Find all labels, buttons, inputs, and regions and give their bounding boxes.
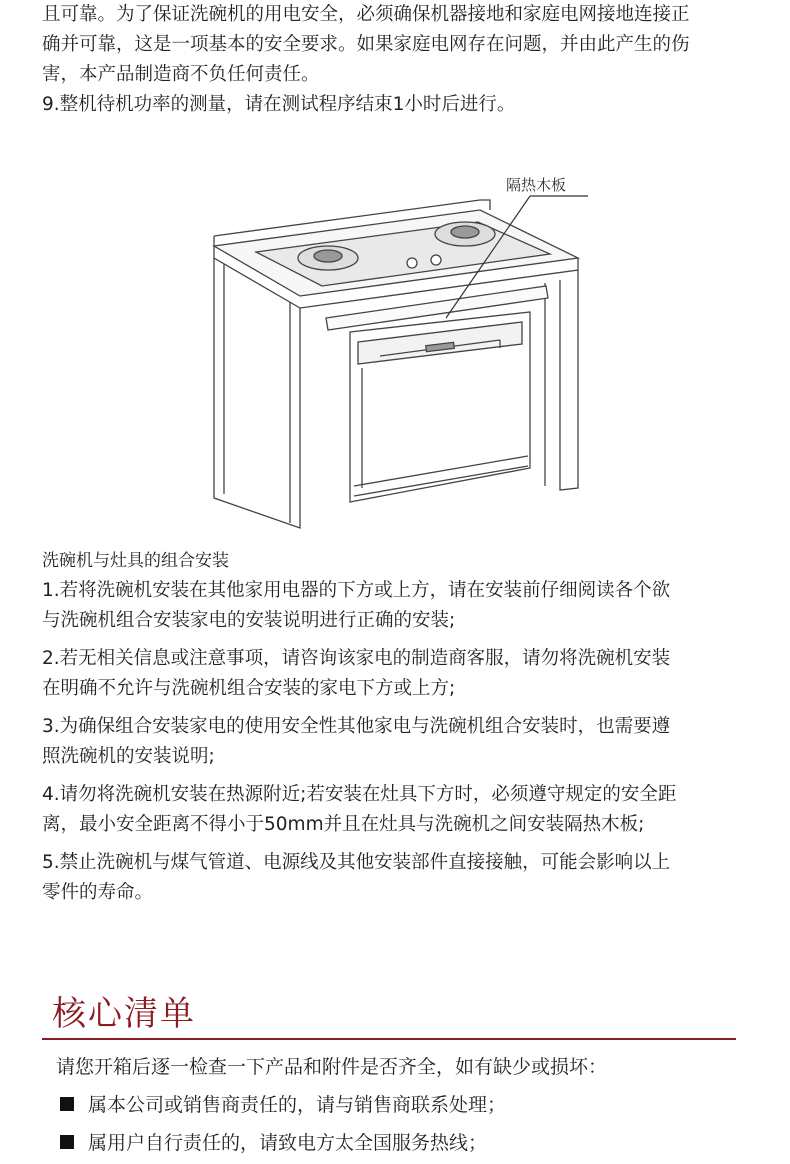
section-divider	[42, 1038, 736, 1040]
install-instructions	[42, 576, 762, 908]
installation-diagram	[200, 168, 600, 538]
square-bullet-icon	[60, 1135, 74, 1149]
knob	[431, 255, 441, 265]
text-line: 3.为确保组合安装家电的使用安全性其他家电与洗碗机组合安装时，也需要遵	[42, 716, 671, 737]
core-list-title: 核心清单	[52, 994, 196, 1034]
text-line: 离，最小安全距离不得小于50mm并且在灶具与洗碗机之间安装隔热木板;	[42, 814, 645, 835]
text-line: 害，本产品制造商不负任何责任。	[42, 64, 320, 85]
text-line: 2.若无相关信息或注意事项，请咨询该家电的制造商客服，请勿将洗碗机安装	[42, 648, 671, 669]
square-bullet-icon	[60, 1097, 74, 1111]
section-title: 洗碗机与灶具的组合安装	[42, 551, 229, 571]
text-line: 与洗碗机组合安装家电的安装说明进行正确的安装;	[42, 610, 456, 631]
core-list-intro: 请您开箱后逐一检查一下产品和附件是否齐全，如有缺少或损坏：	[56, 1056, 608, 1078]
text-line: 零件的寿命。	[42, 882, 154, 903]
text-line: 确并可靠，这是一项基本的安全要求。如果家庭电网存在问题，并由此产生的伤	[42, 34, 690, 55]
knob	[407, 258, 417, 268]
callout-label: 隔热木板	[506, 176, 567, 194]
cabinet-left	[214, 258, 300, 528]
top-paragraph	[42, 0, 762, 120]
list-item	[60, 1128, 487, 1155]
text-line: 4.请勿将洗碗机安装在热源附近;若安装在灶具下方时，必须遵守规定的安全距	[42, 784, 677, 805]
cabinet-right	[560, 270, 578, 490]
list-item	[60, 1090, 506, 1117]
text-line: 在明确不允许与洗碗机组合安装的家电下方或上方;	[42, 678, 456, 699]
list-item-text: 属本公司或销售商责任的，请与销售商联系处理；	[88, 1094, 507, 1116]
text-line: 9.整机待机功率的测量，请在测试程序结束1小时后进行。	[42, 94, 516, 115]
text-line: 5.禁止洗碗机与煤气管道、电源线及其他安装部件直接接触，可能会影响以上	[42, 852, 671, 873]
text-line: 照洗碗机的安装说明;	[42, 746, 215, 767]
list-item-text: 属用户自行责任的，请致电方太全国服务热线；	[88, 1132, 488, 1154]
text-line: 且可靠。为了保证洗碗机的用电安全，必须确保机器接地和家庭电网接地连接正	[42, 4, 690, 25]
text-line: 1.若将洗碗机安装在其他家用电器的下方或上方，请在安装前仔细阅读各个欲	[42, 580, 671, 601]
